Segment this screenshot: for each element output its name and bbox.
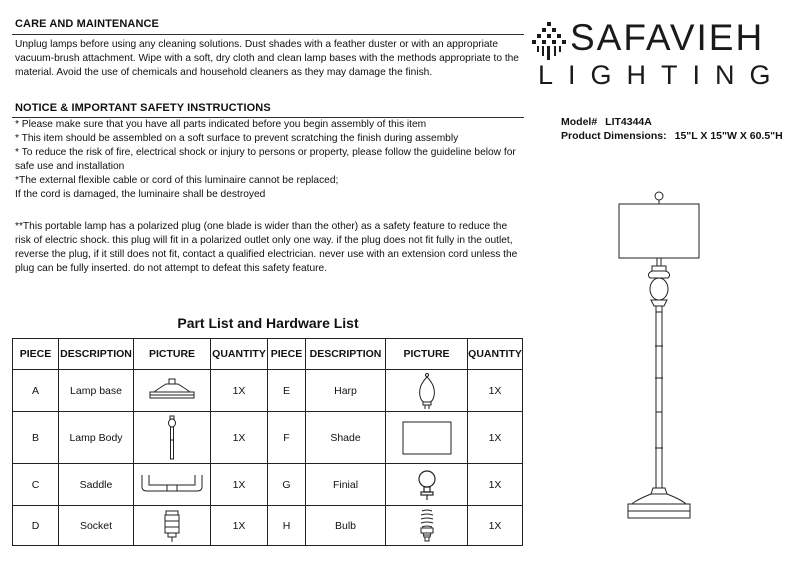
quantity-cell: 1X [211, 370, 268, 412]
notice-line: If the cord is damaged, the luminaire shall be destroyed [15, 189, 266, 200]
notice-list [15, 118, 525, 202]
lamp-base-icon [146, 377, 198, 405]
piece-cell: H [268, 506, 306, 546]
picture-cell [386, 370, 468, 412]
diamond-mark-icon [532, 22, 566, 62]
notice-heading: NOTICE & IMPORTANT SAFETY INSTRUCTIONS [15, 102, 271, 114]
plug-note: **This portable lamp has a polarized plug (one blade is wider than the other) as a safety feature to reduce the risk of electric shock. this plug will fit in a polarized outlet only one way. if the plug does not fit fully in the outlet, reverse the plug, if it still does not fit, contact a qualified electrician. never use with an extension cord unless the plug can be fully inserted. do not attempt to defeat this safety feature. [15, 221, 518, 274]
col-header: PIECE [13, 339, 59, 370]
model-number [561, 115, 652, 129]
lamp-body-icon [164, 415, 180, 461]
quantity-cell: 1X [468, 464, 523, 506]
picture-cell [134, 370, 211, 412]
piece-cell: E [268, 370, 306, 412]
brand-logo [532, 16, 802, 88]
table-row [13, 464, 523, 506]
harp-icon [415, 372, 439, 410]
col-header: QUANTITY [211, 339, 268, 370]
quantity-cell: 1X [468, 412, 523, 464]
quantity-cell: 1X [211, 464, 268, 506]
piece-cell: B [13, 412, 59, 464]
quantity-cell: 1X [211, 412, 268, 464]
piece-cell: A [13, 370, 59, 412]
care-heading: CARE AND MAINTENANCE [15, 18, 159, 30]
floor-lamp-illustration [606, 188, 716, 548]
col-header: PICTURE [386, 339, 468, 370]
shade-icon [400, 419, 454, 457]
description-cell: Harp [306, 370, 386, 412]
description-cell: Lamp base [59, 370, 134, 412]
table-row [13, 506, 523, 546]
picture-cell [134, 506, 211, 546]
brand-subname: LIGHTING [538, 60, 786, 90]
notice-line: * Please make sure that you have all parts indicated before you begin assembly of this item [15, 119, 427, 130]
dims-value: 15"L X 15"W X 60.5"H [674, 130, 783, 142]
table-header-row [13, 339, 523, 370]
table-row [13, 370, 523, 412]
parts-table [12, 338, 523, 546]
product-dimensions [561, 129, 783, 143]
parts-title: Part List and Hardware List [177, 315, 359, 331]
description-cell: Bulb [306, 506, 386, 546]
care-body: Unplug lamps before using any cleaning solutions. Dust shades with a feather duster or with an appropriate vacuum-brush attachment. Wipe with a soft, dry cloth and clean lamp bases with the methods appropriate to the material. Avoid the use of chemicals and household cleaners as they may damage the finish. [15, 39, 519, 78]
notice-line: *The external flexible cable or cord of this luminaire cannot be replaced; [15, 175, 339, 186]
quantity-cell: 1X [211, 506, 268, 546]
description-cell: Shade [306, 412, 386, 464]
description-cell: Socket [59, 506, 134, 546]
col-header: PICTURE [134, 339, 211, 370]
model-label: Model# [561, 116, 598, 128]
description-cell: Saddle [59, 464, 134, 506]
description-cell: Finial [306, 464, 386, 506]
piece-cell: D [13, 506, 59, 546]
finial-icon [416, 469, 438, 501]
col-header: DESCRIPTION [306, 339, 386, 370]
picture-cell [386, 506, 468, 546]
piece-cell: C [13, 464, 59, 506]
table-row [13, 412, 523, 464]
picture-cell [386, 412, 468, 464]
col-header: DESCRIPTION [59, 339, 134, 370]
piece-cell: G [268, 464, 306, 506]
piece-cell: F [268, 412, 306, 464]
col-header: PIECE [268, 339, 306, 370]
model-value: LIT4344A [605, 116, 652, 128]
picture-cell [386, 464, 468, 506]
saddle-icon [139, 471, 205, 499]
col-header: QUANTITY [468, 339, 523, 370]
dims-label: Product Dimensions: [561, 130, 667, 142]
quantity-cell: 1X [468, 506, 523, 546]
notice-line: * To reduce the risk of fire, electrical shock or injury to persons or property, please follow the guideline below for safe use and installation [15, 147, 516, 172]
brand-name: SAFAVIEH [570, 17, 765, 58]
bulb-icon [416, 509, 438, 543]
notice-line: * This item should be assembled on a soft surface to prevent scratching the finish during assembly [15, 133, 459, 144]
picture-cell [134, 412, 211, 464]
care-divider [12, 34, 524, 35]
socket-icon [162, 509, 182, 543]
quantity-cell: 1X [468, 370, 523, 412]
description-cell: Lamp Body [59, 412, 134, 464]
picture-cell [134, 464, 211, 506]
